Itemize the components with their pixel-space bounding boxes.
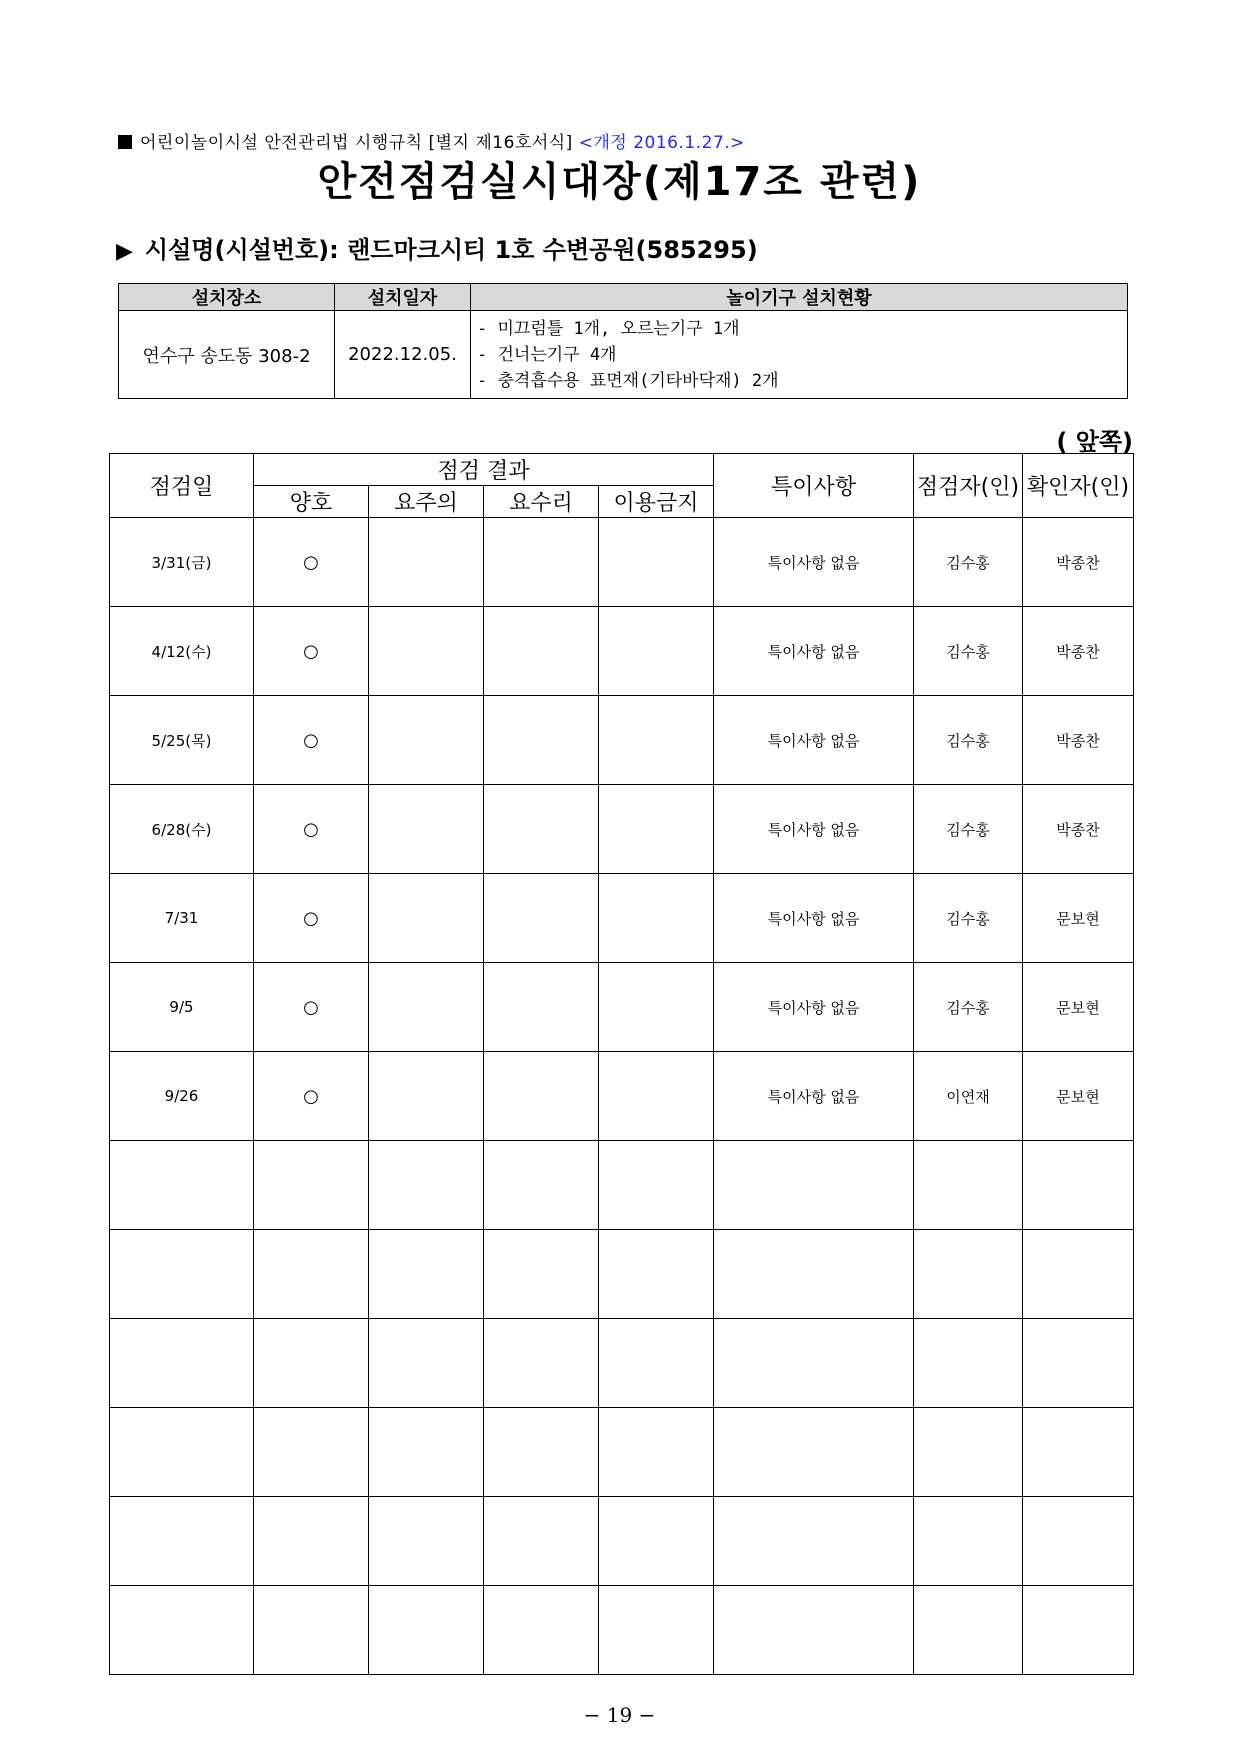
- triangle-marker-icon: ▶: [116, 239, 133, 264]
- cell-repair: [484, 1052, 599, 1141]
- cell-date: 7/31: [110, 874, 254, 963]
- table-row: [110, 874, 1134, 963]
- cell-good: ○: [254, 518, 369, 607]
- cell-caution: [369, 518, 484, 607]
- equipment-item: - 건너는기구 4개: [477, 344, 617, 365]
- cell-good: ○: [254, 1052, 369, 1141]
- cell-inspector: 김수홍: [914, 963, 1023, 1052]
- cell-date: [110, 1497, 254, 1586]
- install-header-date: 설치일자: [335, 284, 471, 311]
- cell-caution: [369, 785, 484, 874]
- cell-confirmer: 박종찬: [1023, 518, 1134, 607]
- cell-confirmer: 문보현: [1023, 1052, 1134, 1141]
- cell-inspector: 김수홍: [914, 785, 1023, 874]
- cell-inspector: 김수홍: [914, 874, 1023, 963]
- cell-caution: [369, 1230, 484, 1319]
- cell-confirmer: [1023, 1586, 1134, 1675]
- table-row: [110, 963, 1134, 1052]
- cell-date: [110, 1230, 254, 1319]
- cell-remarks: [714, 1319, 914, 1408]
- cell-repair: [484, 1230, 599, 1319]
- page-number: − 19 −: [583, 1703, 656, 1727]
- install-header-equipment: 놀이기구 설치현황: [471, 284, 1128, 311]
- cell-remarks: 특이사항 없음: [714, 785, 914, 874]
- cell-repair: [484, 1408, 599, 1497]
- cell-good: [254, 1141, 369, 1230]
- cell-repair: [484, 785, 599, 874]
- cell-good: [254, 1408, 369, 1497]
- cell-date: 9/26: [110, 1052, 254, 1141]
- square-bullet-icon: [118, 135, 132, 149]
- cell-confirmer: [1023, 1497, 1134, 1586]
- cell-date: 9/5: [110, 963, 254, 1052]
- cell-repair: [484, 1586, 599, 1675]
- cell-date: 4/12(수): [110, 607, 254, 696]
- header-repair: 요수리: [484, 486, 599, 518]
- cell-caution: [369, 607, 484, 696]
- cell-remarks: 특이사항 없음: [714, 963, 914, 1052]
- table-row: [110, 696, 1134, 785]
- header-confirmer: 확인자(인): [1023, 454, 1134, 518]
- cell-good: [254, 1586, 369, 1675]
- header-banned: 이용금지: [599, 486, 714, 518]
- table-row: [110, 607, 1134, 696]
- cell-inspector: [914, 1586, 1023, 1675]
- cell-caution: [369, 1408, 484, 1497]
- cell-repair: [484, 1141, 599, 1230]
- cell-inspector: 김수홍: [914, 607, 1023, 696]
- cell-inspector: [914, 1141, 1023, 1230]
- cell-good: ○: [254, 607, 369, 696]
- cell-date: [110, 1408, 254, 1497]
- inspection-log-body: [110, 518, 1134, 1675]
- install-date: 2022.12.05.: [335, 311, 471, 399]
- cell-good: ○: [254, 963, 369, 1052]
- cell-banned: [599, 1586, 714, 1675]
- header-good: 양호: [254, 486, 369, 518]
- cell-remarks: [714, 1141, 914, 1230]
- cell-date: [110, 1141, 254, 1230]
- cell-date: [110, 1319, 254, 1408]
- cell-remarks: [714, 1408, 914, 1497]
- cell-confirmer: 박종찬: [1023, 607, 1134, 696]
- regulation-text: 어린이놀이시설 안전관리법 시행규칙 [별지 제16호서식]: [140, 133, 573, 153]
- cell-remarks: 특이사항 없음: [714, 696, 914, 785]
- cell-confirmer: [1023, 1230, 1134, 1319]
- table-row: [110, 1230, 1134, 1319]
- install-equipment-list: [471, 311, 1128, 399]
- cell-confirmer: [1023, 1141, 1134, 1230]
- installation-table: [118, 283, 1128, 399]
- cell-good: [254, 1497, 369, 1586]
- cell-confirmer: [1023, 1319, 1134, 1408]
- header-inspection-result: 점검 결과: [254, 454, 714, 486]
- cell-date: 3/31(금): [110, 518, 254, 607]
- header-inspection-date: 점검일: [110, 454, 254, 518]
- cell-banned: [599, 607, 714, 696]
- cell-repair: [484, 607, 599, 696]
- front-side-label: ( 앞쪽): [1056, 428, 1133, 456]
- cell-caution: [369, 1586, 484, 1675]
- table-row: [110, 1497, 1134, 1586]
- cell-repair: [484, 696, 599, 785]
- cell-good: [254, 1230, 369, 1319]
- cell-good: ○: [254, 696, 369, 785]
- cell-repair: [484, 1497, 599, 1586]
- cell-confirmer: [1023, 1408, 1134, 1497]
- cell-banned: [599, 696, 714, 785]
- cell-confirmer: 문보현: [1023, 874, 1134, 963]
- equipment-item: - 충격흡수용 표면재(기타바닥재) 2개: [477, 370, 779, 391]
- cell-inspector: 김수홍: [914, 518, 1023, 607]
- install-location: 연수구 송도동 308-2: [119, 311, 335, 399]
- cell-confirmer: 박종찬: [1023, 785, 1134, 874]
- table-row: [110, 1408, 1134, 1497]
- facility-label: 시설명(시설번호): 랜드마크시티 1호 수변공원(585295): [144, 236, 758, 264]
- cell-remarks: [714, 1586, 914, 1675]
- equipment-item: - 미끄럼틀 1개, 오르는기구 1개: [477, 318, 740, 339]
- page-title: 안전점검실시대장(제17조 관련): [317, 159, 922, 205]
- cell-banned: [599, 963, 714, 1052]
- cell-remarks: 특이사항 없음: [714, 518, 914, 607]
- cell-inspector: [914, 1497, 1023, 1586]
- cell-inspector: [914, 1319, 1023, 1408]
- cell-banned: [599, 1230, 714, 1319]
- cell-good: [254, 1319, 369, 1408]
- table-row: [110, 1586, 1134, 1675]
- facility-name: [116, 230, 758, 265]
- cell-caution: [369, 874, 484, 963]
- cell-repair: [484, 874, 599, 963]
- cell-remarks: [714, 1230, 914, 1319]
- cell-confirmer: 문보현: [1023, 963, 1134, 1052]
- table-row: [110, 1319, 1134, 1408]
- cell-repair: [484, 518, 599, 607]
- cell-banned: [599, 1141, 714, 1230]
- cell-confirmer: 박종찬: [1023, 696, 1134, 785]
- cell-banned: [599, 1052, 714, 1141]
- cell-date: 5/25(목): [110, 696, 254, 785]
- cell-caution: [369, 696, 484, 785]
- cell-good: ○: [254, 874, 369, 963]
- cell-caution: [369, 1052, 484, 1141]
- cell-repair: [484, 1319, 599, 1408]
- cell-remarks: 특이사항 없음: [714, 607, 914, 696]
- header-remarks: 특이사항: [714, 454, 914, 518]
- header-inspector: 점검자(인): [914, 454, 1023, 518]
- revision-text: <개정 2016.1.27.>: [578, 133, 745, 153]
- cell-inspector: [914, 1230, 1023, 1319]
- cell-banned: [599, 1497, 714, 1586]
- install-header-location: 설치장소: [119, 284, 335, 311]
- cell-inspector: 김수홍: [914, 696, 1023, 785]
- cell-caution: [369, 1319, 484, 1408]
- cell-caution: [369, 1497, 484, 1586]
- cell-inspector: [914, 1408, 1023, 1497]
- inspection-log-table: [109, 453, 1134, 1675]
- table-row: [110, 1052, 1134, 1141]
- cell-banned: [599, 874, 714, 963]
- table-row: [110, 1141, 1134, 1230]
- cell-remarks: [714, 1497, 914, 1586]
- cell-inspector: 이연재: [914, 1052, 1023, 1141]
- header-caution: 요주의: [369, 486, 484, 518]
- cell-banned: [599, 1319, 714, 1408]
- cell-date: [110, 1586, 254, 1675]
- table-row: [110, 785, 1134, 874]
- cell-caution: [369, 1141, 484, 1230]
- cell-banned: [599, 1408, 714, 1497]
- table-row: [110, 518, 1134, 607]
- cell-good: ○: [254, 785, 369, 874]
- cell-repair: [484, 963, 599, 1052]
- cell-banned: [599, 785, 714, 874]
- cell-remarks: 특이사항 없음: [714, 1052, 914, 1141]
- cell-banned: [599, 518, 714, 607]
- cell-date: 6/28(수): [110, 785, 254, 874]
- cell-caution: [369, 963, 484, 1052]
- cell-remarks: 특이사항 없음: [714, 874, 914, 963]
